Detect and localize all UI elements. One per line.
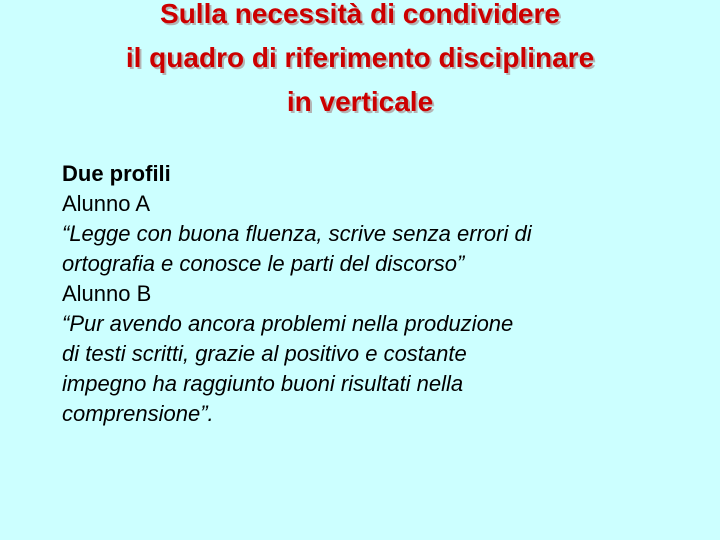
student-b-quote-line-3: impegno ha raggiunto buoni risultati nella (62, 371, 464, 396)
slide-title (0, 0, 720, 124)
title-line-1: Sulla necessità di condividere (160, 0, 560, 29)
title-line-2: il quadro di riferimento disciplinare (125, 42, 595, 73)
student-b-quote-line-4: comprensione”. (62, 401, 214, 426)
student-b-label: Alunno B (62, 281, 152, 306)
student-b-quote-line-2: di testi scritti, grazie al positivo e costante (62, 341, 467, 366)
slide-body (62, 159, 682, 429)
student-b-quote (62, 309, 682, 429)
student-a-quote-line-2: ortografia e conosce le parti del discorso” (62, 251, 465, 276)
student-a-label: Alunno A (62, 191, 151, 216)
student-a-quote-line-1: “Legge con buona fluenza, scrive senza errori di (62, 221, 532, 246)
student-a-quote (62, 219, 682, 279)
student-b-quote-line-1: “Pur avendo ancora problemi nella produzione (62, 311, 514, 336)
profiles-heading: Due profili (62, 161, 171, 186)
title-line-3: in verticale (286, 86, 434, 117)
